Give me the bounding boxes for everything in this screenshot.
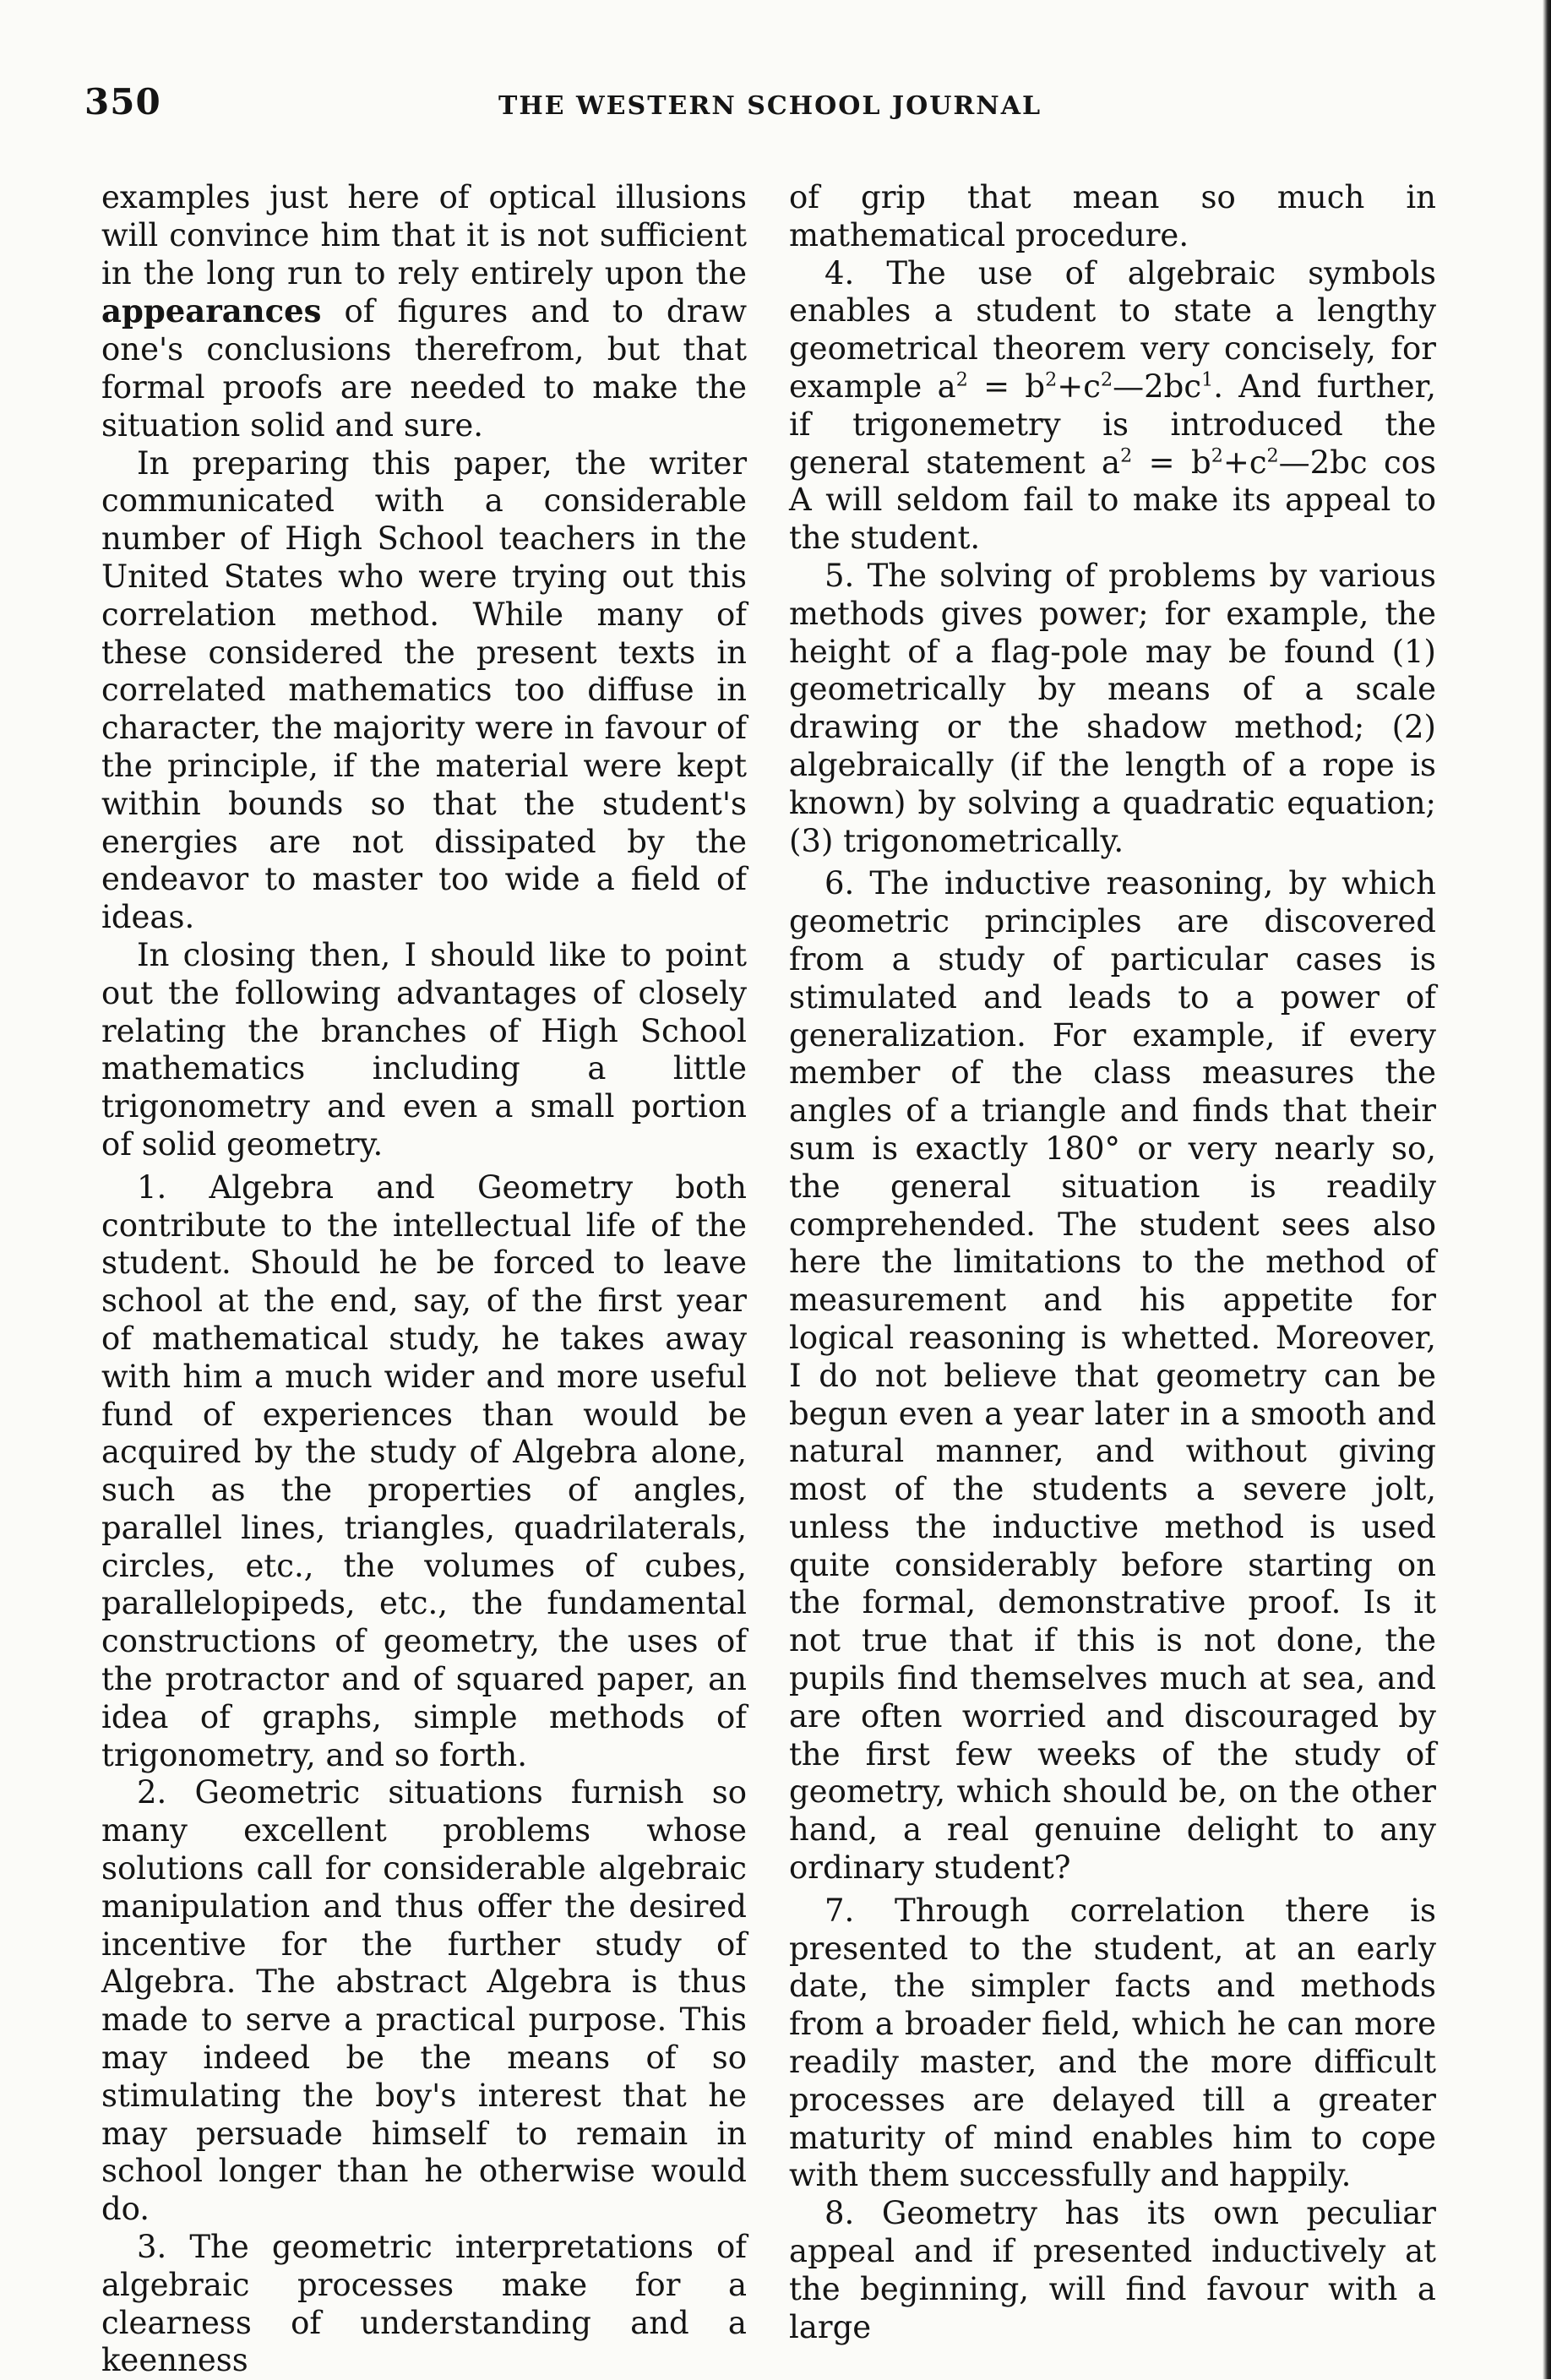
list-item-5: 5. The solving of problems by various methods gives power; for example, the height of a flag-pole may be found (1) geometrically by means of a scale drawing or the shadow method; (2) algebraically (if the length of a rope is known) by solving a quadratic equation; (3) trigonometrically.	[789, 557, 1436, 859]
superscript: 2	[1120, 444, 1133, 467]
list-item-4	[789, 255, 1436, 558]
paragraph-closing: In closing then, I should like to point out the following advantages of closely relating the branches of High School mathematics including a little trigonometry and even a small portion of solid geometry.	[101, 936, 747, 1163]
text-run: = b	[967, 368, 1046, 405]
list-item-1: 1. Algebra and Geometry both contribute to the intellectual life of the student. Should he be forced to leave school at the end, say, of the first year of mathematical study, he takes away with him a much wider and more useful fund of experiences than would be acquired by the study of Algebra alone, such as the properties of angles, parallel lines, triangles, quadrilaterals, circles, etc., the volumes of cubes, parallelopipeds, etc., the fundamental constructions of geometry, the uses of the protractor and of squared paper, an idea of graphs, simple methods of trigonometry, and so forth.	[101, 1168, 747, 1773]
list-item-3: 3. The geometric interpretations of algebraic processes make for a clearness of understanding and a keenness	[101, 2229, 747, 2379]
list-item-7: 7. Through correlation there is presented to the student, at an early date, the simpler facts and methods from a broader field, which he can more readily master, and the more difficult processes are delayed till a greater maturity of mind enables him to cope with them successfully and happily.	[789, 1892, 1436, 2194]
text-run: +c	[1057, 368, 1101, 405]
text-run: —2bc cos A will seldom fail to make its appeal to the student.	[789, 444, 1436, 557]
bold-word: appearances	[101, 292, 322, 330]
text-run: of figures and to draw one's conclusions therefrom, but that formal proofs are needed to make the situation solid and sure.	[101, 293, 747, 444]
superscript: 2	[1211, 444, 1223, 467]
page-number: 350	[84, 81, 161, 123]
text-run: examples just here of optical illusions will convince him that it is not sufficient in the long run to rely entirely upon the	[101, 179, 747, 291]
page-edge	[1543, 0, 1551, 2379]
text-run: = b	[1132, 444, 1211, 481]
text-run: —2bc	[1113, 368, 1202, 405]
running-head: THE WESTERN SCHOOL JOURNAL	[498, 91, 1042, 121]
text-run: 4. The use of algebraic symbols enables a student to state a lengthy geometrical theorem very concisely, for example a	[789, 254, 1436, 405]
superscript: 2	[955, 368, 968, 391]
paragraph-continued: of grip that mean so much in mathematical procedure.	[789, 179, 1436, 253]
list-item-6: 6. The inductive reasoning, by which geometric principles are discovered from a study of particular cases is stimulated and leads to a power of generalization. For example, if every member of the class measures the angles of a triangle and finds that their sum is exactly 180° or very nearly so, the general situation is readily comprehended. The student sees also here the limitations to the method of measurement and his appetite for logical reasoning is whetted. Moreover, I do not believe that geometry can be begun even a year later in a smooth and natural manner, and without giving most of the students a severe jolt, unless the inductive method is used quite considerably before starting on the formal, demonstrative proof. Is it not true that if this is not done, the pupils find themselves much at sea, and are often worried and discouraged by the first few weeks of the study of geometry, which should be, on the other hand, a real genuine delight to any ordinary student?	[789, 865, 1436, 1887]
text-run: +c	[1222, 444, 1267, 481]
superscript: 1	[1201, 368, 1214, 391]
right-column	[789, 179, 1436, 2346]
paragraph-survey: In preparing this paper, the writer communicated with a considerable number of High School teachers in the United States who were trying out this correlation method. While many of these considered the present texts in correlated mathematics too diffuse in character, the majority were in favour of the principle, if the material were kept within bounds so that the student's energies are not dissipated by the endeavor to master too wide a field of ideas.	[101, 444, 747, 936]
text-run: . And further, if trigonemetry is introduced the general statement a	[789, 368, 1436, 481]
superscript: 2	[1100, 368, 1113, 391]
left-column	[101, 179, 747, 2380]
list-item-8: 8. Geometry has its own peculiar appeal and if presented inductively at the beginning, will find favour with a large	[789, 2195, 1436, 2345]
paragraph-continued	[101, 179, 747, 445]
list-item-2: 2. Geometric situations furnish so many excellent problems whose solutions call for considerable algebraic manipulation and thus offer the desired incentive for the further study of Algebra. The abstract Algebra is thus made to serve a practical purpose. This may indeed be the means of so stimulating the boy's interest that he may persuade himself to remain in school longer than he otherwise would do.	[101, 1774, 747, 2228]
superscript: 2	[1266, 444, 1279, 467]
superscript: 2	[1045, 368, 1058, 391]
